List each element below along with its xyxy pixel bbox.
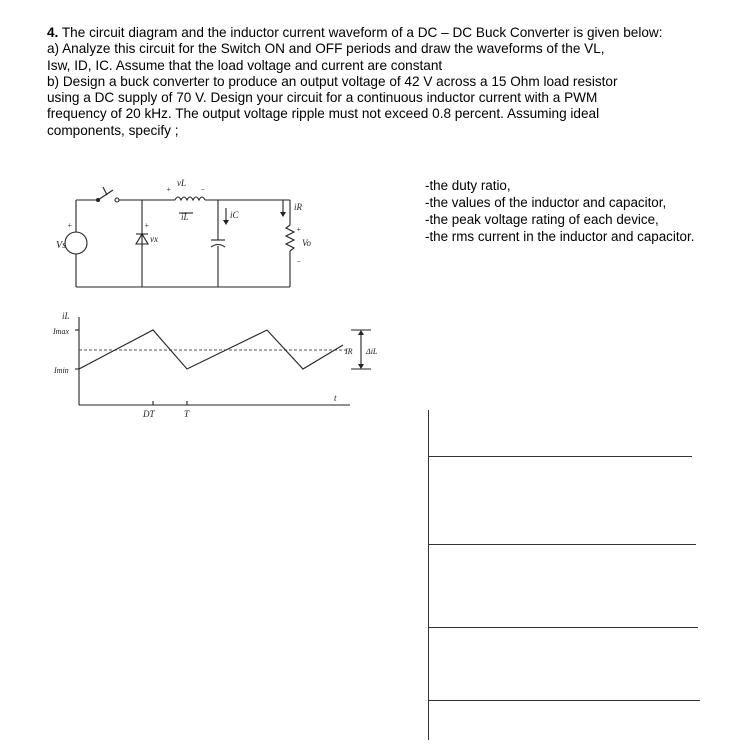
inductor-current-trace: [79, 330, 343, 369]
x-axis-label: t: [334, 393, 337, 403]
spec-item-duty-ratio: -the duty ratio,: [425, 178, 511, 193]
spec-list: [425, 177, 735, 245]
spec-item-peak-voltage: -the peak voltage rating of each device,: [425, 212, 659, 227]
inductor-current-label: iL: [181, 212, 189, 222]
part-b-line-4: components, specify ;: [47, 122, 179, 138]
question-intro: The circuit diagram and the inductor current waveform of a DC – DC Buck Converter is given below:: [61, 25, 663, 40]
question-number: 4.: [47, 25, 59, 40]
switch-contact-open-icon: [115, 198, 119, 202]
svg-text:+: +: [144, 221, 150, 230]
question-text: [47, 25, 707, 139]
diode-voltage-label: vx: [150, 234, 158, 244]
imin-label: Imin: [54, 366, 69, 375]
part-a-line-1: a) Analyze this circuit for the Switch ON and OFF periods and draw the waveforms of the VL,: [47, 41, 605, 57]
part-b-line-1: b) Design a buck converter to produce an output voltage of 42 V across a 15 Ohm load resistor: [47, 73, 618, 89]
average-current-label: IR: [345, 347, 353, 356]
x-tick-dt: DT: [143, 409, 155, 419]
buck-converter-circuit: [50, 170, 350, 300]
part-b-line-3: frequency of 20 kHz. The output voltage ripple must not exceed 0.8 percent. Assuming ideal: [47, 106, 600, 122]
capacitor-current-label: iC: [230, 210, 239, 220]
answer-line: [428, 700, 700, 701]
part-a-line-2: Isw, ID, IC. Assume that the load voltage and current are constant: [47, 57, 443, 73]
svg-text:−: −: [296, 257, 302, 266]
svg-text:+: +: [67, 221, 73, 230]
load-current-label: iR: [294, 202, 302, 212]
answer-line: [428, 456, 692, 457]
answer-vertical-rule: [428, 410, 429, 740]
source-label: Vs: [56, 240, 66, 251]
inductor-icon: [175, 197, 205, 200]
inductor-current-waveform: [45, 305, 395, 419]
inductor-voltage-label: vL: [177, 178, 186, 188]
imax-label: Imax: [53, 327, 69, 336]
ripple-label: ΔiL: [366, 347, 378, 356]
answer-line: [428, 627, 698, 628]
svg-text:+: +: [296, 225, 302, 234]
output-voltage-label: Vo: [302, 238, 311, 248]
x-tick-t: T: [184, 409, 190, 419]
load-resistor-icon: [286, 225, 294, 251]
spec-item-rms-current: -the rms current in the inductor and capacitor.: [425, 229, 695, 244]
part-b-line-2: using a DC supply of 70 V. Design your circuit for a continuous inductor current with a PWM: [47, 90, 598, 106]
y-axis-label: iL: [62, 311, 70, 321]
answer-line: [428, 544, 696, 545]
spec-item-inductor-capacitor: -the values of the inductor and capacitor,: [425, 195, 667, 210]
voltage-source-icon: [65, 232, 87, 254]
svg-text:+: +: [166, 185, 172, 194]
svg-text:−: −: [200, 185, 206, 194]
